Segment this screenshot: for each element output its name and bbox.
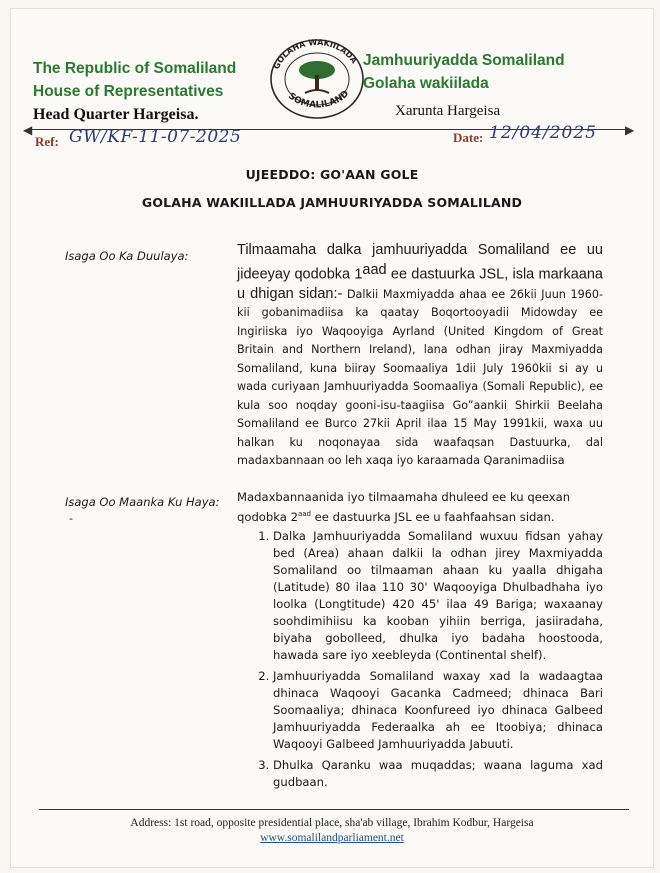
section1-lead-rest: ee dastuurka JSL, isla markaana u dhigan sidan:- [237,266,603,302]
svg-text:SOMALILAND: SOMALILAND [286,88,352,111]
section2-intro-sup: aad [297,510,311,518]
house-name-so: Golaha wakiilada [363,75,489,92]
arrow-right-icon: ▶ [625,123,635,137]
republic-name-en: The Republic of Somaliland [33,60,237,77]
list-item: 2. Jamhuuriyadda Somaliland waxay xad la wadaagtaa dhinaca Waqooyi Gacanka Cadmeed; dhinaca Bari Soomaaliya; dhinaca Koonfureed iyo dhinaca Galbeed Jamhuuriyadda Federaalka ah ee Itoobiya; dhinaca Waqooyi Galbeed Jamhuuriyadda Jabuuti. [273,668,603,753]
date-label: Date: [453,130,484,145]
section2-body [237,489,603,795]
ref-label: Ref: [35,134,59,149]
ref-number-handwritten: GW/KF-11-07-2025 [69,127,242,147]
section1-lead: Tilmaamaha dalka jamhuuriyadda Somaliland ee uu jideeyay qodobka 1 [237,242,603,283]
footer-rule [39,809,629,810]
svg-text:GOLAHA WAKIILADA: GOLAHA WAKIILADA [271,37,359,71]
hq-so: Xarunta Hargeisa [395,103,501,119]
section1-text: Dalkii Maxmiyadda ahaa ee 26kii Juun 1960-kii gobanimadiisa ka qaatay Boqortooyadii Midowday ee Ingiriiska iyo Waqooyiga Ayrland (United Kingdom of Great Britain and Northern Ireland), lana odhan jiray Maxmiyadda Somaliland, kuna biiray Soomaaliya 1dii July 1960kii si ay u wada curiyaan Jamhuuriyadda Soomaaliya (Somali Republic), ee kula soo noqday gooni-isu-taagiisa Go”aankii Shirkii Beelaha Somaliland ee Burco 27kii April ilaa 15 May 1991kii, waxa uu halkan ku noqonayaa sida waafaqsan Dastuurka, dal madaxbannaan oo leh xaqa iyo karaamada Qaranimadiisa [237,287,604,468]
council-title: GOLAHA WAKIILLADA JAMHUURIYADDA SOMALILAND [141,195,523,210]
footer-website-link[interactable]: www.somalilandparliament.net [260,832,404,844]
date-handwritten: 12/04/2025 [489,123,597,143]
letterhead-right [363,49,565,95]
letterhead-left [33,57,236,103]
section2-label: Isaga Oo Maanka Ku Haya: [65,495,220,509]
section2-intro: Madaxbannaanida iyo tilmaamaha dhuleed ee ku qeexan qodobka 2 [237,490,571,524]
list-item: 3. Dhulka Qaranku waa muqaddas; waana laguma xad gudbaan. [273,757,603,791]
territory-list [237,528,603,791]
subject-title: UJEEDDO: GO'AAN GOLE [245,167,419,182]
hq-en: Head Quarter Hargeisa. [33,106,199,123]
section1-lead-sup: aad [362,261,387,278]
list-item: 1. Dalka Jamhuuriyadda Somaliland wuxuu fidsan yahay bed (Area) ahaan dalkii la odhan jirey Maxmiyadda Somaliland oo tilmaaman ahaan ku yaalla dhigaha (Latitude) 80 ilaa 110 30' Waqooyiga Dhulbadhaha iyo loolka (Longtitude) 420 45' ilaa 49 Bariga; waxaanay soohdimihiisu ka kooban yihiin berriga, jasiiradaha, biyaha gobolleed, dhulka iyo badaha hoostooda, hawada sare iyo xeebleyda (Continental shelf). [273,528,603,664]
section2-dash: - [69,512,73,525]
section1-body [237,241,603,471]
section1-label: Isaga Oo Ka Duulaya: [65,249,189,263]
arrow-left-icon: ◀ [23,123,33,137]
parliament-seal-logo [267,37,367,121]
letter-page [10,8,654,868]
republic-name-so: Jamhuuriyadda Somaliland [363,52,565,69]
section2-intro-rest: ee dastuurka JSL ee u faahfaahsan sidan. [310,509,555,524]
house-name-en: House of Representatives [33,83,224,100]
footer-address: Address: 1st road, opposite presidential place, sha'ab village, Ibrahim Kodbur, Hargeisa [130,817,534,829]
